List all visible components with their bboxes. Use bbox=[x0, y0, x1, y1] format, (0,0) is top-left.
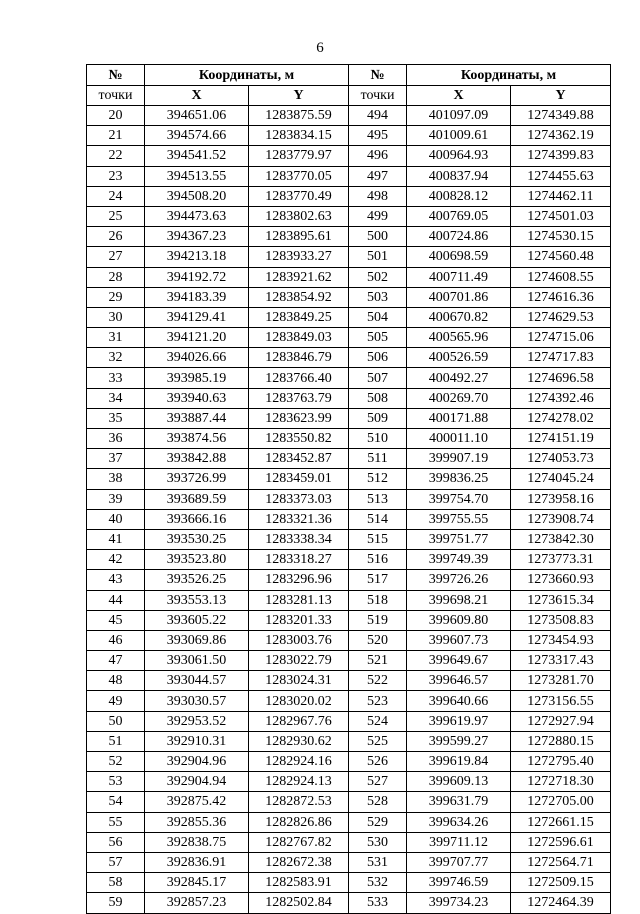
point-number-right: 509 bbox=[349, 408, 407, 428]
y-header-left: Y bbox=[249, 86, 349, 106]
y-coordinate-left: 1283763.79 bbox=[249, 388, 349, 408]
y-coordinate-right: 1273908.74 bbox=[511, 509, 611, 529]
point-number-right: 498 bbox=[349, 186, 407, 206]
point-number-left: 27 bbox=[87, 247, 145, 267]
point-number-right: 504 bbox=[349, 307, 407, 327]
y-coordinate-right: 1274501.03 bbox=[511, 206, 611, 226]
table-row bbox=[87, 429, 611, 449]
y-coordinate-right: 1274608.55 bbox=[511, 267, 611, 287]
point-number-right: 527 bbox=[349, 772, 407, 792]
y-coordinate-left: 1283849.25 bbox=[249, 307, 349, 327]
y-coordinate-left: 1283846.79 bbox=[249, 348, 349, 368]
y-coordinate-left: 1283022.79 bbox=[249, 651, 349, 671]
table-row bbox=[87, 731, 611, 751]
y-coordinate-right: 1274053.73 bbox=[511, 449, 611, 469]
y-coordinate-right: 1274349.88 bbox=[511, 106, 611, 126]
point-number-right: 495 bbox=[349, 126, 407, 146]
y-coordinate-left: 1283779.97 bbox=[249, 146, 349, 166]
y-coordinate-left: 1283770.05 bbox=[249, 166, 349, 186]
point-number-right: 506 bbox=[349, 348, 407, 368]
y-coordinate-right: 1272795.40 bbox=[511, 752, 611, 772]
point-number-left: 38 bbox=[87, 469, 145, 489]
x-coordinate-right: 399707.77 bbox=[407, 852, 511, 872]
point-number-right: 501 bbox=[349, 247, 407, 267]
point-number-left: 23 bbox=[87, 166, 145, 186]
table-row bbox=[87, 227, 611, 247]
point-number-left: 24 bbox=[87, 186, 145, 206]
x-coordinate-right: 400565.96 bbox=[407, 328, 511, 348]
x-coordinate-right: 399619.97 bbox=[407, 711, 511, 731]
y-coordinate-right: 1274362.19 bbox=[511, 126, 611, 146]
coordinates-header-left: Координаты, м bbox=[145, 65, 349, 86]
x-coordinate-left: 392875.42 bbox=[145, 792, 249, 812]
point-number-right: 508 bbox=[349, 388, 407, 408]
point-number-right: 523 bbox=[349, 691, 407, 711]
x-coordinate-left: 393069.86 bbox=[145, 630, 249, 650]
x-coordinate-right: 399907.19 bbox=[407, 449, 511, 469]
y-coordinate-left: 1283459.01 bbox=[249, 469, 349, 489]
y-coordinate-left: 1283452.87 bbox=[249, 449, 349, 469]
x-coordinate-right: 400011.10 bbox=[407, 429, 511, 449]
x-coordinate-left: 393726.99 bbox=[145, 469, 249, 489]
y-coordinate-left: 1283318.27 bbox=[249, 550, 349, 570]
y-coordinate-left: 1283296.96 bbox=[249, 570, 349, 590]
table-row bbox=[87, 287, 611, 307]
y-coordinate-left: 1282872.53 bbox=[249, 792, 349, 812]
x-coordinate-right: 400701.86 bbox=[407, 287, 511, 307]
y-coordinate-right: 1272564.71 bbox=[511, 852, 611, 872]
x-coordinate-right: 400670.82 bbox=[407, 307, 511, 327]
table-row bbox=[87, 893, 611, 913]
table-row bbox=[87, 630, 611, 650]
x-coordinate-left: 394367.23 bbox=[145, 227, 249, 247]
point-number-left: 47 bbox=[87, 651, 145, 671]
header-row-top bbox=[87, 65, 611, 86]
y-coordinate-left: 1282767.82 bbox=[249, 832, 349, 852]
x-coordinate-right: 401097.09 bbox=[407, 106, 511, 126]
y-coordinate-left: 1283201.33 bbox=[249, 610, 349, 630]
x-coordinate-right: 400711.49 bbox=[407, 267, 511, 287]
x-coordinate-right: 399634.26 bbox=[407, 812, 511, 832]
x-coordinate-left: 393553.13 bbox=[145, 590, 249, 610]
y-coordinate-right: 1273156.55 bbox=[511, 691, 611, 711]
table-row bbox=[87, 368, 611, 388]
table-row bbox=[87, 570, 611, 590]
x-coordinate-right: 399649.67 bbox=[407, 651, 511, 671]
y-coordinate-right: 1273281.70 bbox=[511, 671, 611, 691]
x-coordinate-right: 399836.25 bbox=[407, 469, 511, 489]
y-coordinate-left: 1283921.62 bbox=[249, 267, 349, 287]
y-coordinate-right: 1274530.15 bbox=[511, 227, 611, 247]
x-coordinate-left: 394574.66 bbox=[145, 126, 249, 146]
x-coordinate-left: 394183.39 bbox=[145, 287, 249, 307]
table-row bbox=[87, 408, 611, 428]
point-number-right: 499 bbox=[349, 206, 407, 226]
x-coordinate-left: 394651.06 bbox=[145, 106, 249, 126]
y-coordinate-left: 1283933.27 bbox=[249, 247, 349, 267]
table-row bbox=[87, 348, 611, 368]
y-header-right: Y bbox=[511, 86, 611, 106]
y-coordinate-left: 1282930.62 bbox=[249, 731, 349, 751]
point-number-right: 514 bbox=[349, 509, 407, 529]
y-coordinate-left: 1282672.38 bbox=[249, 852, 349, 872]
point-number-left: 33 bbox=[87, 368, 145, 388]
header-row-sub bbox=[87, 86, 611, 106]
point-number-left: 25 bbox=[87, 206, 145, 226]
x-coordinate-left: 392904.94 bbox=[145, 772, 249, 792]
point-number-left: 53 bbox=[87, 772, 145, 792]
y-coordinate-right: 1273842.30 bbox=[511, 529, 611, 549]
x-coordinate-left: 394192.72 bbox=[145, 267, 249, 287]
y-coordinate-right: 1273508.83 bbox=[511, 610, 611, 630]
table-row bbox=[87, 671, 611, 691]
x-coordinate-right: 399698.21 bbox=[407, 590, 511, 610]
x-coordinate-right: 399755.55 bbox=[407, 509, 511, 529]
y-coordinate-right: 1273615.34 bbox=[511, 590, 611, 610]
point-number-left: 44 bbox=[87, 590, 145, 610]
x-coordinate-right: 399754.70 bbox=[407, 489, 511, 509]
point-number-right: 496 bbox=[349, 146, 407, 166]
table-row bbox=[87, 610, 611, 630]
y-coordinate-right: 1272705.00 bbox=[511, 792, 611, 812]
y-coordinate-right: 1272464.39 bbox=[511, 893, 611, 913]
x-coordinate-right: 401009.61 bbox=[407, 126, 511, 146]
y-coordinate-left: 1283766.40 bbox=[249, 368, 349, 388]
x-coordinate-left: 393526.25 bbox=[145, 570, 249, 590]
y-coordinate-left: 1283834.15 bbox=[249, 126, 349, 146]
table-row bbox=[87, 489, 611, 509]
point-number-right: 526 bbox=[349, 752, 407, 772]
point-number-left: 58 bbox=[87, 873, 145, 893]
table-row bbox=[87, 267, 611, 287]
point-number-right: 521 bbox=[349, 651, 407, 671]
x-coordinate-left: 393985.19 bbox=[145, 368, 249, 388]
point-number-header-left: № bbox=[87, 65, 145, 86]
x-header-right: X bbox=[407, 86, 511, 106]
table-row bbox=[87, 106, 611, 126]
x-coordinate-right: 399726.26 bbox=[407, 570, 511, 590]
point-number-left: 46 bbox=[87, 630, 145, 650]
point-sub-header-left: точки bbox=[87, 86, 145, 106]
point-number-left: 56 bbox=[87, 832, 145, 852]
y-coordinate-right: 1273773.31 bbox=[511, 550, 611, 570]
x-coordinate-left: 394129.41 bbox=[145, 307, 249, 327]
y-coordinate-left: 1282924.13 bbox=[249, 772, 349, 792]
page-number: 6 bbox=[316, 40, 324, 56]
y-coordinate-right: 1274696.58 bbox=[511, 368, 611, 388]
x-coordinate-left: 392838.75 bbox=[145, 832, 249, 852]
point-number-right: 519 bbox=[349, 610, 407, 630]
table-row bbox=[87, 469, 611, 489]
y-coordinate-right: 1273317.43 bbox=[511, 651, 611, 671]
x-coordinate-right: 399749.39 bbox=[407, 550, 511, 570]
x-coordinate-left: 394508.20 bbox=[145, 186, 249, 206]
x-coordinate-left: 394541.52 bbox=[145, 146, 249, 166]
table-row bbox=[87, 651, 611, 671]
y-coordinate-left: 1283849.03 bbox=[249, 328, 349, 348]
x-coordinate-left: 394213.18 bbox=[145, 247, 249, 267]
x-coordinate-left: 393940.63 bbox=[145, 388, 249, 408]
point-number-left: 41 bbox=[87, 529, 145, 549]
point-number-right: 522 bbox=[349, 671, 407, 691]
y-coordinate-left: 1282967.76 bbox=[249, 711, 349, 731]
x-coordinate-left: 393874.56 bbox=[145, 429, 249, 449]
y-coordinate-left: 1283003.76 bbox=[249, 630, 349, 650]
x-coordinate-left: 392953.52 bbox=[145, 711, 249, 731]
point-number-right: 528 bbox=[349, 792, 407, 812]
point-number-left: 48 bbox=[87, 671, 145, 691]
point-number-left: 52 bbox=[87, 752, 145, 772]
point-number-left: 37 bbox=[87, 449, 145, 469]
point-number-left: 34 bbox=[87, 388, 145, 408]
x-coordinate-left: 393689.59 bbox=[145, 489, 249, 509]
x-coordinate-right: 400964.93 bbox=[407, 146, 511, 166]
x-coordinate-right: 400526.59 bbox=[407, 348, 511, 368]
point-number-right: 529 bbox=[349, 812, 407, 832]
x-coordinate-right: 399646.57 bbox=[407, 671, 511, 691]
y-coordinate-right: 1274616.36 bbox=[511, 287, 611, 307]
x-coordinate-left: 392857.23 bbox=[145, 893, 249, 913]
x-coordinate-left: 393523.80 bbox=[145, 550, 249, 570]
y-coordinate-right: 1274717.83 bbox=[511, 348, 611, 368]
point-number-right: 532 bbox=[349, 873, 407, 893]
y-coordinate-right: 1274392.46 bbox=[511, 388, 611, 408]
x-coordinate-right: 400769.05 bbox=[407, 206, 511, 226]
y-coordinate-left: 1283020.02 bbox=[249, 691, 349, 711]
y-coordinate-right: 1272718.30 bbox=[511, 772, 611, 792]
x-coordinate-right: 399751.77 bbox=[407, 529, 511, 549]
point-number-right: 502 bbox=[349, 267, 407, 287]
point-number-left: 59 bbox=[87, 893, 145, 913]
point-number-left: 42 bbox=[87, 550, 145, 570]
x-coordinate-right: 400492.27 bbox=[407, 368, 511, 388]
table-row bbox=[87, 691, 611, 711]
point-number-right: 511 bbox=[349, 449, 407, 469]
point-number-header-right: № bbox=[349, 65, 407, 86]
point-number-right: 520 bbox=[349, 630, 407, 650]
y-coordinate-left: 1283623.99 bbox=[249, 408, 349, 428]
y-coordinate-right: 1272880.15 bbox=[511, 731, 611, 751]
x-coordinate-right: 399640.66 bbox=[407, 691, 511, 711]
point-number-left: 39 bbox=[87, 489, 145, 509]
x-coordinate-left: 394513.55 bbox=[145, 166, 249, 186]
y-coordinate-left: 1282924.16 bbox=[249, 752, 349, 772]
y-coordinate-right: 1274151.19 bbox=[511, 429, 611, 449]
x-coordinate-right: 399631.79 bbox=[407, 792, 511, 812]
point-number-left: 32 bbox=[87, 348, 145, 368]
y-coordinate-left: 1282826.86 bbox=[249, 812, 349, 832]
table-row bbox=[87, 449, 611, 469]
point-number-left: 57 bbox=[87, 852, 145, 872]
x-coordinate-right: 399607.73 bbox=[407, 630, 511, 650]
x-coordinate-left: 393605.22 bbox=[145, 610, 249, 630]
x-coordinate-left: 393666.16 bbox=[145, 509, 249, 529]
y-coordinate-left: 1283281.13 bbox=[249, 590, 349, 610]
table-row bbox=[87, 529, 611, 549]
table-row bbox=[87, 792, 611, 812]
x-coordinate-left: 393044.57 bbox=[145, 671, 249, 691]
y-coordinate-right: 1274462.11 bbox=[511, 186, 611, 206]
point-number-left: 29 bbox=[87, 287, 145, 307]
point-number-left: 50 bbox=[87, 711, 145, 731]
x-coordinate-left: 393061.50 bbox=[145, 651, 249, 671]
coordinates-header-right: Координаты, м bbox=[407, 65, 611, 86]
table-row bbox=[87, 146, 611, 166]
x-coordinate-right: 399746.59 bbox=[407, 873, 511, 893]
point-number-left: 30 bbox=[87, 307, 145, 327]
point-number-right: 533 bbox=[349, 893, 407, 913]
x-coordinate-right: 399609.13 bbox=[407, 772, 511, 792]
y-coordinate-left: 1283802.63 bbox=[249, 206, 349, 226]
x-coordinate-left: 394026.66 bbox=[145, 348, 249, 368]
table-row bbox=[87, 186, 611, 206]
point-number-right: 524 bbox=[349, 711, 407, 731]
point-number-right: 507 bbox=[349, 368, 407, 388]
y-coordinate-right: 1274715.06 bbox=[511, 328, 611, 348]
y-coordinate-left: 1283338.34 bbox=[249, 529, 349, 549]
y-coordinate-left: 1283875.59 bbox=[249, 106, 349, 126]
y-coordinate-left: 1283895.61 bbox=[249, 227, 349, 247]
x-coordinate-left: 393842.88 bbox=[145, 449, 249, 469]
point-number-right: 516 bbox=[349, 550, 407, 570]
table-row bbox=[87, 772, 611, 792]
x-coordinate-right: 399599.27 bbox=[407, 731, 511, 751]
y-coordinate-right: 1274045.24 bbox=[511, 469, 611, 489]
x-coordinate-right: 400724.86 bbox=[407, 227, 511, 247]
point-number-left: 28 bbox=[87, 267, 145, 287]
table-row bbox=[87, 328, 611, 348]
x-coordinate-left: 392904.96 bbox=[145, 752, 249, 772]
point-number-left: 20 bbox=[87, 106, 145, 126]
table-row bbox=[87, 307, 611, 327]
y-coordinate-left: 1283854.92 bbox=[249, 287, 349, 307]
x-coordinate-left: 393887.44 bbox=[145, 408, 249, 428]
point-number-right: 503 bbox=[349, 287, 407, 307]
y-coordinate-right: 1272661.15 bbox=[511, 812, 611, 832]
table-row bbox=[87, 873, 611, 893]
y-coordinate-right: 1274629.53 bbox=[511, 307, 611, 327]
point-number-left: 49 bbox=[87, 691, 145, 711]
point-number-left: 45 bbox=[87, 610, 145, 630]
x-coordinate-right: 399609.80 bbox=[407, 610, 511, 630]
point-number-left: 31 bbox=[87, 328, 145, 348]
point-number-right: 505 bbox=[349, 328, 407, 348]
point-number-left: 22 bbox=[87, 146, 145, 166]
table-row bbox=[87, 752, 611, 772]
x-coordinate-left: 394121.20 bbox=[145, 328, 249, 348]
point-number-right: 518 bbox=[349, 590, 407, 610]
y-coordinate-left: 1283373.03 bbox=[249, 489, 349, 509]
table-row bbox=[87, 166, 611, 186]
point-number-left: 35 bbox=[87, 408, 145, 428]
point-number-left: 51 bbox=[87, 731, 145, 751]
point-number-right: 500 bbox=[349, 227, 407, 247]
point-number-right: 510 bbox=[349, 429, 407, 449]
y-coordinate-right: 1273454.93 bbox=[511, 630, 611, 650]
coordinates-table bbox=[86, 64, 611, 914]
x-coordinate-right: 400698.59 bbox=[407, 247, 511, 267]
y-coordinate-left: 1283321.36 bbox=[249, 509, 349, 529]
table-row bbox=[87, 388, 611, 408]
y-coordinate-left: 1282502.84 bbox=[249, 893, 349, 913]
point-sub-header-right: точки bbox=[349, 86, 407, 106]
point-number-right: 515 bbox=[349, 529, 407, 549]
point-number-left: 40 bbox=[87, 509, 145, 529]
table-row bbox=[87, 711, 611, 731]
point-number-left: 43 bbox=[87, 570, 145, 590]
y-coordinate-right: 1273958.16 bbox=[511, 489, 611, 509]
point-number-left: 55 bbox=[87, 812, 145, 832]
table-row bbox=[87, 509, 611, 529]
x-coordinate-right: 400837.94 bbox=[407, 166, 511, 186]
y-coordinate-left: 1283550.82 bbox=[249, 429, 349, 449]
table-body bbox=[87, 106, 611, 914]
x-coordinate-left: 393030.57 bbox=[145, 691, 249, 711]
point-number-right: 513 bbox=[349, 489, 407, 509]
y-coordinate-left: 1283770.49 bbox=[249, 186, 349, 206]
y-coordinate-right: 1274399.83 bbox=[511, 146, 611, 166]
point-number-left: 54 bbox=[87, 792, 145, 812]
table-row bbox=[87, 590, 611, 610]
point-number-right: 530 bbox=[349, 832, 407, 852]
point-number-left: 26 bbox=[87, 227, 145, 247]
y-coordinate-right: 1272509.15 bbox=[511, 873, 611, 893]
x-coordinate-right: 399619.84 bbox=[407, 752, 511, 772]
point-number-right: 512 bbox=[349, 469, 407, 489]
table-row bbox=[87, 550, 611, 570]
x-coordinate-right: 399711.12 bbox=[407, 832, 511, 852]
point-number-right: 494 bbox=[349, 106, 407, 126]
x-coordinate-right: 400828.12 bbox=[407, 186, 511, 206]
x-coordinate-left: 392855.36 bbox=[145, 812, 249, 832]
x-coordinate-left: 393530.25 bbox=[145, 529, 249, 549]
x-coordinate-left: 392845.17 bbox=[145, 873, 249, 893]
table-row bbox=[87, 852, 611, 872]
table-row bbox=[87, 832, 611, 852]
x-coordinate-right: 400171.88 bbox=[407, 408, 511, 428]
x-coordinate-left: 392910.31 bbox=[145, 731, 249, 751]
point-number-right: 497 bbox=[349, 166, 407, 186]
point-number-right: 531 bbox=[349, 852, 407, 872]
y-coordinate-right: 1274278.02 bbox=[511, 408, 611, 428]
table-row bbox=[87, 126, 611, 146]
x-coordinate-right: 399734.23 bbox=[407, 893, 511, 913]
y-coordinate-right: 1274455.63 bbox=[511, 166, 611, 186]
y-coordinate-left: 1282583.91 bbox=[249, 873, 349, 893]
point-number-right: 517 bbox=[349, 570, 407, 590]
point-number-right: 525 bbox=[349, 731, 407, 751]
x-coordinate-right: 400269.70 bbox=[407, 388, 511, 408]
x-coordinate-left: 394473.63 bbox=[145, 206, 249, 226]
table-row bbox=[87, 812, 611, 832]
point-number-left: 36 bbox=[87, 429, 145, 449]
x-coordinate-left: 392836.91 bbox=[145, 852, 249, 872]
x-header-left: X bbox=[145, 86, 249, 106]
table-row bbox=[87, 247, 611, 267]
y-coordinate-left: 1283024.31 bbox=[249, 671, 349, 691]
y-coordinate-right: 1274560.48 bbox=[511, 247, 611, 267]
table-row bbox=[87, 206, 611, 226]
y-coordinate-right: 1273660.93 bbox=[511, 570, 611, 590]
point-number-left: 21 bbox=[87, 126, 145, 146]
y-coordinate-right: 1272927.94 bbox=[511, 711, 611, 731]
y-coordinate-right: 1272596.61 bbox=[511, 832, 611, 852]
